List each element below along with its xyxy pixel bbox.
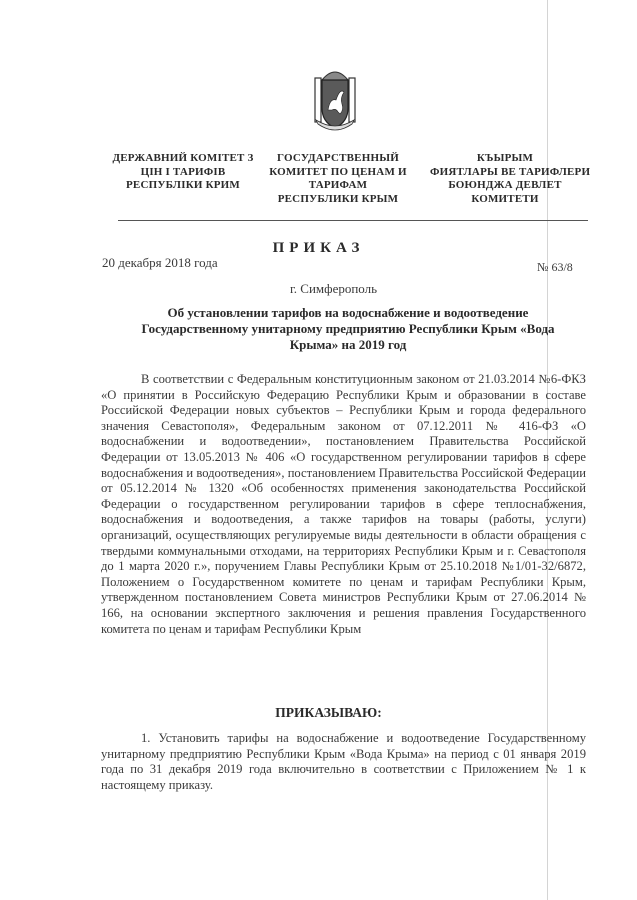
document-date: 20 декабря 2018 года [102,255,218,270]
header-line: ФИЯТЛАРЫ ВЕ ТАРИФЛЕРИ [430,165,591,178]
document-city: г. Симферополь [289,281,378,296]
header-line: ЦІН І ТАРИФІВ [140,165,226,178]
document-number: № 63/8 [537,260,573,274]
header-line: ГОСУДАРСТВЕННЫЙ [277,152,399,164]
document-title: ПРИКАЗ [272,240,365,256]
header-line: ТАРИФАМ [308,179,368,191]
header-line: РЕСПУБЛИКИ КРЫМ [277,192,399,205]
header-ukrainian [108,152,258,193]
crimea-coat-of-arms-icon [314,58,356,134]
header-divider [118,220,588,221]
header-line: КОМИТЕТИ [471,192,539,205]
header-line: КЪЫРЫМ [476,152,534,164]
header-line: КОМИТЕТ ПО ЦЕНАМ И [269,165,407,178]
header-line: ДЕРЖАВНИЙ КОМІТЕТ З [112,152,254,164]
order-item-1: 1. Установить тарифы на водоснабжение и водоотведение Государственному унитарному предприятию Республики Крым «Вода Крыма» на период с 01 января 2019 года по 31 декабря 2019 года включительно в соответствии с Приложением № 1 к настоящему приказу. [101,731,586,792]
header-russian [263,152,413,206]
orders-heading: ПРИКАЗЫВАЮ: [275,705,382,720]
header-line: БОЮНДЖА ДЕВЛЕТ [448,179,562,191]
document-subject: Об установлении тарифов на водоснабжение и водоотведение Государственному унитарному предприятию Республики Крым «Вода Крыма» на 2019 год [141,305,555,352]
header-line: РЕСПУБЛІКИ КРИМ [125,179,241,191]
preamble-paragraph: В соответствии с Федеральным конституционным законом от 21.03.2014 №6-ФКЗ «О принятии в Российскую Федерацию Республики Крым и образовании в составе Российской Федерации новых субъектов – Республики Крым и города федерального значения Севастополя», Федеральным законом от 07.12.2011 № 416-ФЗ «О водоснабжении и водоотведении», постановлением Правительства Российской Федерации от 13.05.2013 № 406 «О государственном регулировании тарифов в сфере водоснабжения и водоотведения», постановлением Правительства Российской Федерации от 05.12.2014 № 1320 «Об особенностях применения законодательства Российской Федерации о государственном регулировании тарифов в сфере теплоснабжения, водоснабжения и водоотведения, а также тарифов на товары (работы, услуги) организаций, осуществляющих регулируемые виды деятельности в области обращения с твердыми коммунальными отходами, на территориях Республики Крым и г. Севастополя до 1 марта 2020 г.», поручением Главы Республики Крым от 25.10.2018 №1/01-32/6872, Положением о Государственном комитете по ценам и тарифам Республики Крым, утвержденном постановлением Совета министров Республики Крым от 27.06.2014 № 166, на основании экспертного заключения и решения правления Государственного комитета по ценам и тарифам Республики Крым [101,372,586,636]
header-crimean-tatar [430,152,591,206]
